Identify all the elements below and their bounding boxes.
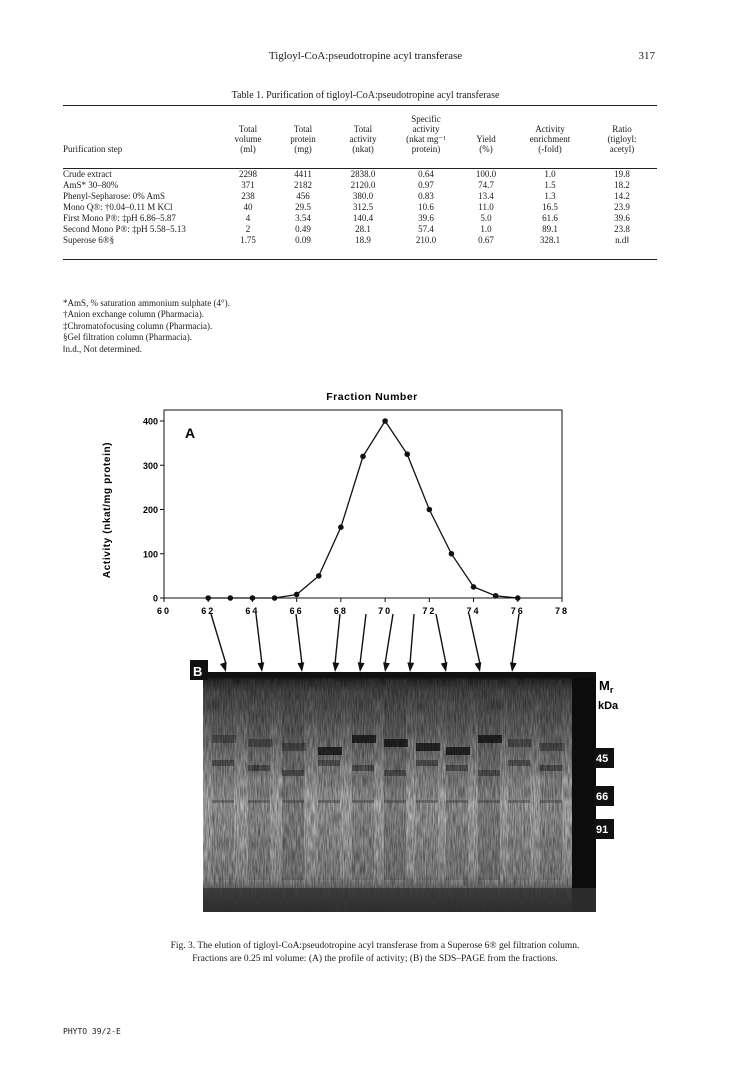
- arrow-line: [296, 614, 302, 664]
- table-cell: 29.5: [295, 201, 311, 212]
- mr-legend: [594, 672, 626, 839]
- table-cell: First Mono P®: ‡pH 6.86–5.87: [63, 212, 176, 223]
- marker-91: 91: [596, 824, 609, 836]
- table-row: [63, 212, 657, 223]
- figure-caption-line-2: Fractions are 0.25 ml volume: (A) the profile of activity; (B) the SDS–PAGE from the fractions.: [192, 954, 558, 964]
- table-cell: n.d‖: [615, 234, 629, 245]
- table-cell: 4411: [294, 168, 312, 179]
- y-axis: [143, 417, 164, 604]
- column-header: Ratio: [612, 124, 632, 134]
- table-cell: 1.5: [544, 179, 556, 190]
- arrow-head: [407, 662, 414, 672]
- data-point: [272, 595, 278, 601]
- table-cell: 28.1: [355, 223, 371, 234]
- table-cell: 14.2: [614, 190, 630, 201]
- table-cell: 0.64: [418, 168, 434, 179]
- table-header-row: [63, 114, 657, 124]
- x-tick-label: 62: [201, 606, 216, 616]
- x-tick-label: 76: [510, 606, 525, 616]
- column-header: (ml): [240, 144, 256, 154]
- arrow-line: [335, 614, 340, 664]
- table-cell: 18.2: [614, 179, 630, 190]
- arrow-head: [333, 662, 340, 672]
- footnote: ‖n.d., Not determined.: [63, 343, 143, 354]
- column-header: Total: [353, 124, 373, 134]
- table-top-rule: [63, 105, 657, 106]
- column-header: [273, 114, 333, 124]
- table-cell: 61.6: [542, 212, 558, 223]
- table-cell: Superose 6®§: [63, 234, 115, 245]
- table-row: [63, 179, 657, 190]
- column-header: activity: [412, 124, 440, 134]
- arrow-head: [220, 662, 227, 672]
- table-cell: 140.4: [352, 212, 374, 223]
- table-cell: 57.4: [418, 223, 434, 234]
- column-header: [459, 124, 513, 134]
- table-footnotes: [63, 298, 230, 355]
- table-cell: 16.5: [542, 201, 558, 212]
- arrow-line: [385, 614, 393, 664]
- table-cell: 100.0: [475, 168, 497, 179]
- table-row: [63, 190, 657, 201]
- table-cell: Crude extract: [63, 168, 112, 179]
- table-cell: Phenyl-Sepharose: 0% AmS: [63, 190, 165, 201]
- y-tick-label: 200: [142, 505, 158, 515]
- x-tick-label: 74: [466, 606, 481, 616]
- header-rule: [63, 168, 657, 169]
- table-cell: Mono Q®: †0.04–0.11 M KCl: [63, 201, 173, 212]
- footnote: †Anion exchange column (Pharmacia).: [63, 309, 204, 320]
- x-tick-label: 64: [245, 606, 260, 616]
- data-point: [360, 454, 366, 460]
- table-cell: AmS* 30–80%: [63, 179, 119, 190]
- table-cell: 312.5: [352, 201, 374, 212]
- running-header: Tigloyl-CoA:pseudotropine acyl transferase: [268, 50, 463, 62]
- kda-label: kDa: [598, 700, 619, 712]
- chart-title: Fraction Number: [326, 391, 418, 403]
- column-header: [63, 124, 223, 134]
- data-point: [228, 595, 234, 601]
- data-point: [427, 507, 433, 513]
- arrow-head: [441, 662, 448, 672]
- arrow-head: [383, 662, 390, 672]
- column-header: protein): [411, 144, 441, 154]
- table-row: [63, 168, 657, 179]
- panel-a-label: A: [185, 425, 196, 441]
- table-cell: 2182: [294, 179, 312, 190]
- data-point: [294, 592, 300, 598]
- table-cell: 0.49: [295, 223, 311, 234]
- column-header: enrichment: [529, 134, 571, 144]
- column-header: activity: [349, 134, 377, 144]
- table-cell: 5.0: [480, 212, 492, 223]
- arrow-head: [475, 662, 482, 672]
- table-cell: 11.0: [478, 201, 494, 212]
- data-point: [316, 573, 322, 579]
- activity-points: [205, 418, 520, 601]
- column-header: protein: [290, 134, 316, 144]
- x-tick-label: 68: [333, 606, 348, 616]
- table-cell: 2: [245, 223, 251, 234]
- table-header-row: [63, 144, 657, 154]
- column-header: (nkat mg⁻¹: [406, 134, 446, 144]
- column-header: (%): [479, 144, 493, 154]
- table-cell: 1.75: [240, 234, 256, 245]
- table-cell: 19.8: [614, 168, 630, 179]
- y-axis-label: Activity (nkat/mg protein): [102, 441, 113, 579]
- page-number: 317: [638, 50, 655, 62]
- column-header: Yield: [476, 134, 496, 144]
- data-point: [382, 418, 388, 424]
- data-point: [250, 595, 256, 601]
- table-cell: 2838.0: [350, 168, 376, 179]
- sds-page-gel: [190, 660, 596, 912]
- arrow-head: [510, 662, 517, 672]
- table-cell: 0.83: [418, 190, 434, 201]
- table-cell: 39.6: [418, 212, 434, 223]
- column-header: (nkat): [352, 144, 374, 154]
- figure-3: [0, 380, 731, 940]
- y-tick-label: 300: [142, 460, 158, 471]
- table-cell: 1.0: [480, 223, 492, 234]
- x-tick-label: 70: [378, 606, 393, 616]
- table-cell: 10.6: [418, 201, 434, 212]
- table-cell: 0.97: [418, 179, 434, 190]
- table-cell: 371: [241, 179, 255, 190]
- data-point: [515, 595, 521, 601]
- column-header: [63, 134, 223, 144]
- column-header: (mg): [294, 144, 312, 154]
- table-cell: 210.0: [415, 234, 437, 245]
- table-cell: 380.0: [352, 190, 374, 201]
- table-header-row: [63, 134, 657, 144]
- table-cell: Second Mono P®: ‡pH 5.58–5.13: [63, 223, 186, 234]
- column-header: [333, 114, 393, 124]
- column-header: [513, 114, 587, 124]
- data-point: [404, 451, 410, 457]
- y-tick-label: 400: [142, 416, 158, 427]
- column-header: Activity: [535, 124, 565, 134]
- table-cell: 13.4: [478, 190, 494, 201]
- column-header: [587, 114, 657, 124]
- footnote: §Gel filtration column (Pharmacia).: [63, 332, 192, 343]
- arrow-line: [410, 614, 414, 664]
- table-cell: 39.6: [614, 212, 630, 223]
- arrow-head: [258, 662, 265, 672]
- x-tick-label: 66: [289, 606, 304, 616]
- arrow-head: [358, 662, 365, 672]
- column-header: volume: [234, 134, 262, 144]
- marker-66: 66: [596, 791, 609, 803]
- activity-line: [208, 421, 518, 598]
- table-row: [63, 201, 657, 212]
- table-cell: 328.1: [539, 234, 561, 245]
- data-point: [449, 551, 455, 557]
- column-header: [63, 114, 223, 124]
- figure-caption-line-1: Fig. 3. The elution of tigloyl-CoA:pseudotropine acyl transferase from a Superose 6® gel filtration column.: [170, 941, 580, 951]
- table-cell: 4: [245, 212, 251, 223]
- table-cell: 2298: [239, 168, 257, 179]
- table-cell: 238: [241, 190, 255, 201]
- table-cell: 3.54: [295, 212, 311, 223]
- arrow-line: [469, 614, 480, 664]
- purification-table: [63, 114, 657, 245]
- data-point: [493, 593, 499, 599]
- table-cell: 18.9: [355, 234, 371, 245]
- table-cell: 456: [296, 190, 310, 201]
- column-header: acetyl): [609, 144, 635, 154]
- page-footer-code: PHYTO 39/2-E: [63, 1027, 121, 1036]
- table-header: [63, 114, 657, 168]
- arrow-line: [436, 614, 446, 664]
- column-header: Total: [238, 124, 258, 134]
- table-caption: Table 1. Purification of tigloyl-CoA:pseudotropine acyl transferase: [231, 90, 500, 101]
- table-cell: 0.09: [295, 234, 311, 245]
- plot-frame: [164, 410, 562, 598]
- figure-caption: [95, 940, 655, 966]
- table-cell: 74.7: [478, 179, 494, 190]
- y-tick-label: 100: [142, 549, 158, 560]
- column-header: (tigloyl:: [607, 134, 637, 144]
- table-cell: 0.67: [478, 234, 494, 245]
- table-cell: 2120.0: [350, 179, 376, 190]
- data-point: [471, 584, 477, 590]
- table-header-row: [63, 124, 657, 134]
- data-point: [338, 524, 344, 530]
- arrow-line: [256, 614, 262, 664]
- arrow-line: [360, 614, 366, 664]
- table-cell: 23.8: [614, 223, 630, 234]
- table-cell: 89.1: [542, 223, 558, 234]
- fraction-arrows: [211, 614, 519, 672]
- table-cell: 23.9: [614, 201, 630, 212]
- column-header: [459, 114, 513, 124]
- column-header: [223, 114, 273, 124]
- table-row: [63, 223, 657, 234]
- footnote: *AmS, % saturation ammonium sulphate (4°).: [63, 298, 230, 308]
- data-point: [205, 595, 211, 601]
- table-cell: 1.3: [544, 190, 556, 201]
- x-tick-label: 78: [554, 606, 570, 616]
- table-cell: 40: [243, 201, 253, 212]
- arrow-head: [298, 662, 305, 672]
- column-header: (-fold): [538, 144, 562, 154]
- panel-b-label: B: [193, 664, 203, 679]
- x-axis: [157, 598, 569, 616]
- marker-45: 45: [596, 753, 609, 765]
- table-row: [63, 234, 657, 245]
- mr-label: $M_r$: [599, 678, 614, 695]
- arrow-line: [512, 614, 519, 664]
- arrow-line: [211, 614, 226, 664]
- table-body: [63, 168, 657, 245]
- table-bottom-rule: [63, 259, 657, 260]
- x-tick-label: 72: [422, 606, 437, 616]
- column-header: Total: [293, 124, 313, 134]
- table-cell: 1.0: [544, 168, 556, 179]
- column-header: Purification step: [63, 144, 123, 154]
- footnote: ‡Chromatofocusing column (Pharmacia).: [63, 320, 213, 331]
- y-tick-label: 0: [152, 593, 158, 604]
- x-tick-label: 60: [156, 606, 172, 616]
- column-header: Specific: [411, 114, 441, 124]
